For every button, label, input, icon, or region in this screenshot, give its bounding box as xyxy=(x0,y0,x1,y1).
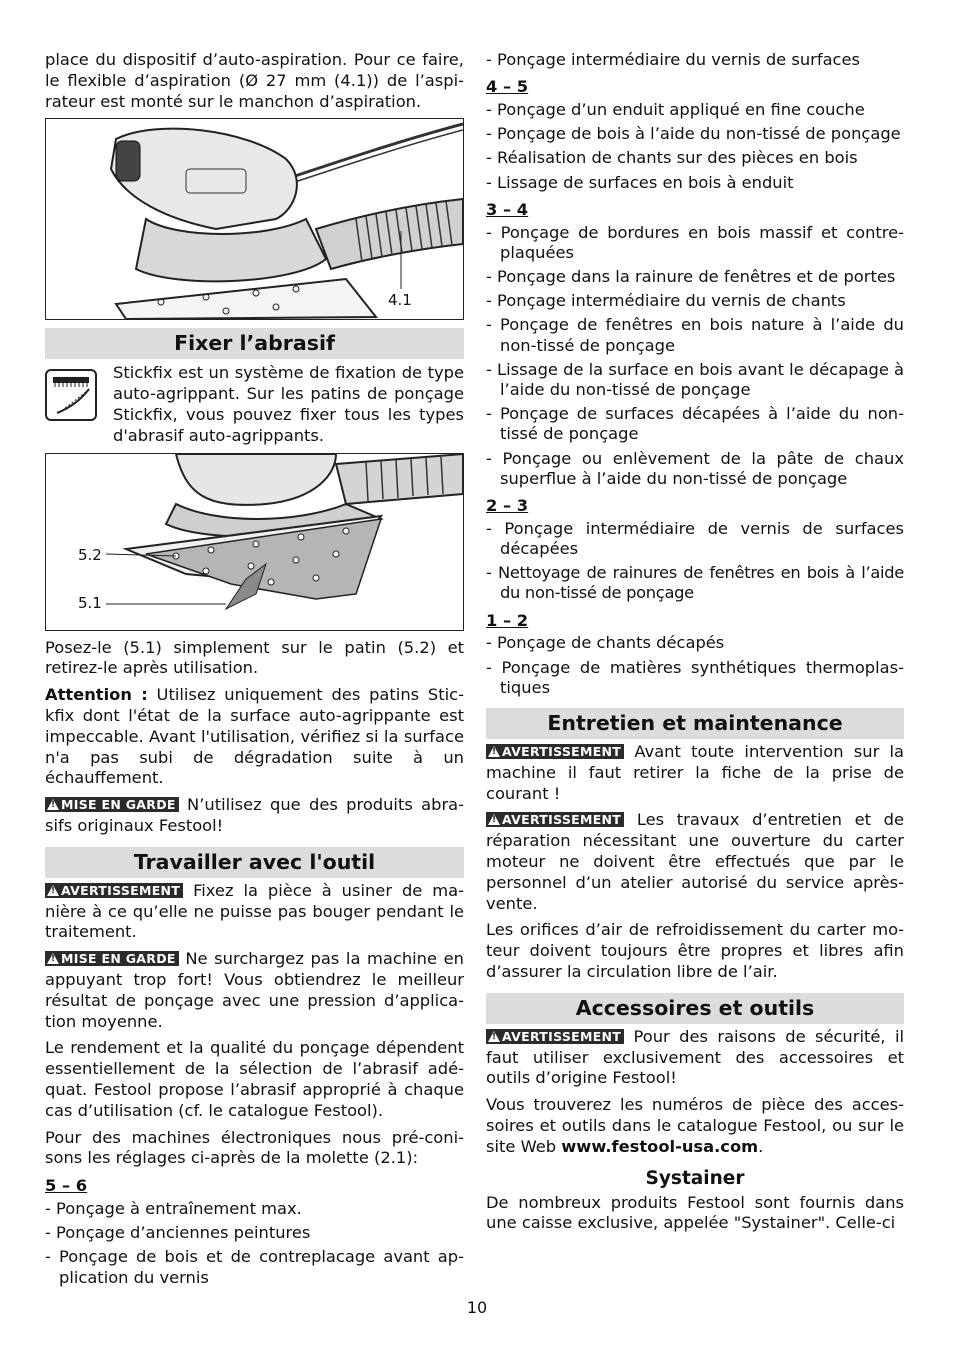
list-item: - Ponçage intermédiaire du vernis de chants xyxy=(486,291,846,311)
avert-text-2: Avant toute intervention sur la machine il faut retirer la fiche de la prise de courant ! xyxy=(486,742,904,803)
attention-text: Utilisez uniquement des patins Stickfix dont l'état de la surface auto-agrippante est impeccable. Avant l'utilisation, vérifiez si la surface n'a pas subi de dégradation suite à un échauffement. xyxy=(45,685,464,788)
list-3-4 xyxy=(486,223,904,489)
rendement-paragraph: Le rendement et la qualité du ponçage dépendent essentiellement de la sélection de l’abrasif adéquat. Festool propose l’abrasif approprié à chaque cas d’utilisation (cf. le catalogue Festool). xyxy=(45,1038,464,1120)
list-item: - Ponçage à entraînement max. xyxy=(45,1198,302,1218)
figure-label-4-1: 4.1 xyxy=(388,291,412,310)
stickfix-icon xyxy=(45,369,97,421)
right-column xyxy=(486,50,904,1240)
warning-triangle-icon xyxy=(488,1031,500,1042)
period: . xyxy=(758,1136,764,1156)
badge-text: AVERTISSEMENT xyxy=(502,1028,622,1044)
section-title-accessoires: Accessoires et outils xyxy=(486,993,904,1024)
systainer-paragraph: De nombreux produits Festool sont fournis dans une caisse exclusive, appelée "Systainer". Celle-ci xyxy=(486,1192,904,1233)
list-item: - Ponçage de fenêtres en bois nature à l’aide du non-tissé de ponçage xyxy=(486,315,904,355)
badge-text: MISE EN GARDE xyxy=(61,797,176,813)
badge-text: AVERTISSEMENT xyxy=(502,812,622,828)
range-3-4: 3 – 4 xyxy=(486,199,529,219)
list-item: - Ponçage de surfaces décapées à l’aide du nontissé de ponçage xyxy=(486,404,904,444)
list-item: - Ponçage d’un enduit appliqué en fine couche xyxy=(486,100,865,119)
avertissement-paragraph-4 xyxy=(486,1027,904,1089)
numeros-paragraph xyxy=(486,1095,904,1157)
stickfix-pad-illustration xyxy=(46,454,463,630)
warning-triangle-icon xyxy=(47,953,59,964)
intro-paragraph: place du dispositif d’auto-aspiration. Pour ce faire, le flexible d’aspiration (Ø 27 mm (4.1)) de l’aspirateur est monté sur le manchon d’aspiration. xyxy=(45,50,464,111)
list-item: - Réalisation de chants sur des pièces en bois xyxy=(486,148,858,168)
left-column xyxy=(45,50,464,1292)
attention-label: Attention : xyxy=(45,685,148,705)
list-item: - Ponçage ou enlèvement de la pâte de chaux superflue à l’aide du non-tissé de ponçage xyxy=(486,448,904,488)
list-1-2 xyxy=(486,633,904,698)
list-item: - Ponçage de chants décapés xyxy=(486,633,725,653)
figure-stickfix-pad xyxy=(45,453,464,631)
list-item: - Ponçage de bois et de contreplacage avant application du vernis xyxy=(45,1247,464,1287)
section-title-travailler: Travailler avec l'outil xyxy=(45,847,464,878)
section-title-entretien: Entretien et maintenance xyxy=(486,708,904,739)
range-1-2: 1 – 2 xyxy=(486,610,529,630)
avertissement-paragraph-2 xyxy=(486,742,904,804)
page-number: 10 xyxy=(466,1298,488,1317)
list-5-6-continued xyxy=(486,50,904,70)
avert-text-1: Fixez la pièce à usiner de manière à ce qu’elle ne puisse pas bouger pendant le traitement. xyxy=(45,880,464,942)
stickfix-block xyxy=(45,363,464,446)
mise-en-garde-paragraph-2 xyxy=(45,949,464,1032)
range-2-3: 2 – 3 xyxy=(486,496,529,516)
list-item: - Nettoyage de rainures de fenêtres en bois à l’aide du non-tissé de ponçage xyxy=(486,563,904,603)
badge-text: AVERTISSEMENT xyxy=(61,882,181,898)
badge-text: AVERTISSEMENT xyxy=(502,744,622,760)
list-item: - Ponçage dans la rainure de fenêtres et de portes xyxy=(486,267,896,287)
subsection-title-systainer: Systainer xyxy=(645,1167,745,1189)
warning-triangle-icon xyxy=(47,885,59,896)
figure-label-5-2: 5.2 xyxy=(78,545,102,564)
mise-text-1: N’utilisez que des produits abrasifs originaux Festool! xyxy=(45,795,464,835)
mise-text-2: Ne surchargez pas la machine en appuyant trop fort! Vous obtiendrez le meilleur résultat de ponçage avec une pression d’application moyenne. xyxy=(45,949,464,1031)
figure-label-5-1: 5.1 xyxy=(78,593,102,612)
list-item: - Ponçage de matières synthétiques thermoplastiques xyxy=(486,657,904,697)
warning-triangle-icon xyxy=(488,746,500,757)
warning-triangle-icon xyxy=(47,799,59,810)
list-4-5 xyxy=(486,100,904,193)
range-5-6: 5 – 6 xyxy=(45,1176,88,1196)
pose-paragraph: Posez-le (5.1) simplement sur le patin (5.2) et retirez-le après utilisation. xyxy=(45,637,464,678)
warning-badge-avertissement xyxy=(486,812,624,827)
numeros-text: Vous trouverez les numéros de pièce des accessoires et outils dans le catalogue Festool, ou sur le site Web xyxy=(486,1095,904,1156)
mise-en-garde-paragraph-1 xyxy=(45,795,464,837)
list-item: - Ponçage d’anciennes peintures xyxy=(45,1223,311,1243)
warning-badge-avertissement xyxy=(486,744,624,759)
avert-text-3: Les travaux d’entretien et de réparation nécessitant une ouverture du carter moteur ne doivent être effectués que par le personnel d’un atelier autorisé du service aprèsvente. xyxy=(486,810,904,913)
warning-triangle-icon xyxy=(488,814,500,825)
list-5-6 xyxy=(45,1199,464,1288)
orifices-paragraph: Les orifices d’air de refroidissement du carter moteur doivent toujours être propres et libres afin d’assurer la circulation libre de l’air. xyxy=(486,920,904,982)
warning-badge-mise-en-garde xyxy=(45,797,179,812)
sander-hose-illustration xyxy=(46,119,463,319)
warning-badge-avertissement xyxy=(45,883,183,898)
list-item: - Ponçage intermédiaire de vernis de surfaces décapées xyxy=(486,518,904,559)
avert-text-4: Pour des raisons de sécurité, il faut utiliser exclusivement des accessoires et outils d’origine Festool! xyxy=(486,1026,904,1088)
range-4-5: 4 – 5 xyxy=(486,77,529,97)
warning-badge-mise-en-garde xyxy=(45,951,179,966)
list-item: - Lissage de surfaces en bois à enduit xyxy=(486,172,794,192)
avertissement-paragraph-3 xyxy=(486,810,904,914)
list-2-3 xyxy=(486,519,904,604)
badge-text: MISE EN GARDE xyxy=(61,951,176,967)
website-link[interactable]: www.festool-usa.com xyxy=(561,1136,759,1156)
list-item: - Ponçage de bois à l’aide du non-tissé de ponçage xyxy=(486,124,901,144)
list-item: - Ponçage de bordures en bois massif et contreplaquées xyxy=(486,222,904,262)
attention-paragraph xyxy=(45,685,464,789)
list-item: - Lissage de la surface en bois avant le décapage à l’aide du non-tissé de ponçage xyxy=(486,359,904,400)
stickfix-text: Stickfix est un système de fixation de type auto-agrippant. Sur les patins de ponçage Stickfix, vous pouvez fixer tous les types d'abrasif auto-agrippants. xyxy=(113,363,464,445)
avertissement-paragraph-1 xyxy=(45,881,464,943)
list-item: - Ponçage intermédiaire du vernis de surfaces xyxy=(486,50,861,69)
machines-paragraph: Pour des machines électroniques nous pré-conisons les réglages ci-après de la molette (2.1): xyxy=(45,1127,464,1168)
section-title-fixer-abrasif: Fixer l’abrasif xyxy=(45,328,464,359)
warning-badge-avertissement xyxy=(486,1029,624,1044)
figure-extraction-hose xyxy=(45,118,464,320)
